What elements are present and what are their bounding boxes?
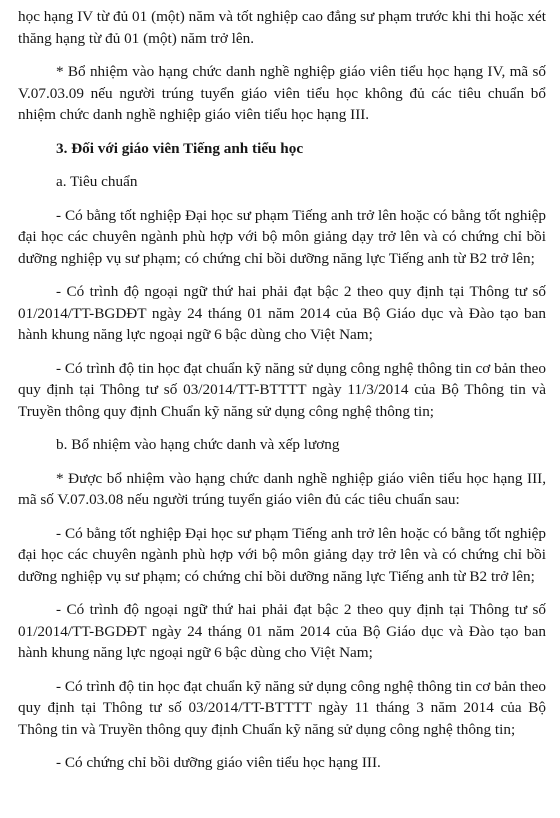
subheading-standards: a. Tiêu chuẩn <box>56 173 138 190</box>
paragraph-requirement-second-language: - Có trình độ ngoại ngữ thứ hai phải đạt bậc 2 theo quy định tại Thông tư số 01/2014/TT-BGDĐT ngày 24 tháng 01 năm 2014 của Bộ Giáo dục và Đào tạo ban hành khung năng lực ngoại ngữ 6 bậc dùng cho Việt Nam; <box>18 601 546 661</box>
paragraph-standard-degree: - Có bằng tốt nghiệp Đại học sư phạm Tiếng anh trở lên hoặc có bằng tốt nghiệp đại học các chuyên ngành phù hợp với bộ môn giảng dạy trở lên và có chứng chỉ bồi dưỡng nghiệp vụ sư phạm; có chứng chỉ bồi dưỡng năng lực Tiếng anh từ B2 trở lên; <box>18 206 546 267</box>
paragraph-requirement-degree: - Có bằng tốt nghiệp Đại học sư phạm Tiếng anh trở lên hoặc có bằng tốt nghiệp đại học các chuyên ngành phù hợp với bộ môn giảng dạy trở lên và có chứng chỉ bồi dưỡng nghiệp vụ sư phạm; có chứng chỉ bồi dưỡng năng lực Tiếng anh từ B2 trở lên; <box>18 524 546 585</box>
paragraph-requirement-certificate: - Có chứng chỉ bồi dưỡng giáo viên tiểu học hạng III. <box>56 754 381 771</box>
paragraph-standard-second-language: - Có trình độ ngoại ngữ thứ hai phải đạt bậc 2 theo quy định tại Thông tư số 01/2014/TT-BGDĐT ngày 24 tháng 01 năm 2014 của Bộ Giáo dục và Đào tạo ban hành khung năng lực ngoại ngữ 6 bậc dùng cho Việt Nam; <box>18 283 546 343</box>
subheading-appointment-salary: b. Bổ nhiệm vào hạng chức danh và xếp lương <box>56 436 340 453</box>
paragraph-standard-it-skills: - Có trình độ tin học đạt chuẩn kỹ năng sử dụng công nghệ thông tin cơ bản theo quy định tại Thông tư số 03/2014/TT-BTTTT ngày 11/3/2014 của Bộ Thông tin và Truyền thông quy định Chuẩn kỹ năng sử dụng công nghệ thông tin; <box>18 359 546 420</box>
paragraph-appointment-rank-iii: * Được bổ nhiệm vào hạng chức danh nghề nghiệp giáo viên tiểu học hạng III, mã số V.07.03.08 nếu người trúng tuyển giáo viên đủ các tiêu chuẩn sau: <box>18 469 546 508</box>
paragraph-appointment-rank-iv: * Bổ nhiệm vào hạng chức danh nghề nghiệp giáo viên tiểu học hạng IV, mã số V.07.03.09 nếu người trúng tuyển giáo viên tiểu học không đủ các tiêu chuẩn bổ nhiệm chức danh nghề nghiệp giáo viên tiểu học hạng III. <box>18 63 546 123</box>
paragraph-requirement-it-skills: - Có trình độ tin học đạt chuẩn kỹ năng sử dụng công nghệ thông tin cơ bản theo quy định tại Thông tư số 03/2014/TT-BTTTT ngày 11 tháng 3 năm 2014 của Bộ Thông tin và Truyền thông quy định Chuẩn kỹ năng sử dụng công nghệ thông tin; <box>18 677 546 738</box>
section-heading-english-teachers: 3. Đối với giáo viên Tiếng anh tiểu học <box>56 139 304 157</box>
paragraph-continuation: học hạng IV từ đủ 01 (một) năm và tốt nghiệp cao đẳng sư phạm trước khi thi hoặc xét thăng hạng từ đủ 01 (một) năm trở lên. <box>18 8 546 47</box>
